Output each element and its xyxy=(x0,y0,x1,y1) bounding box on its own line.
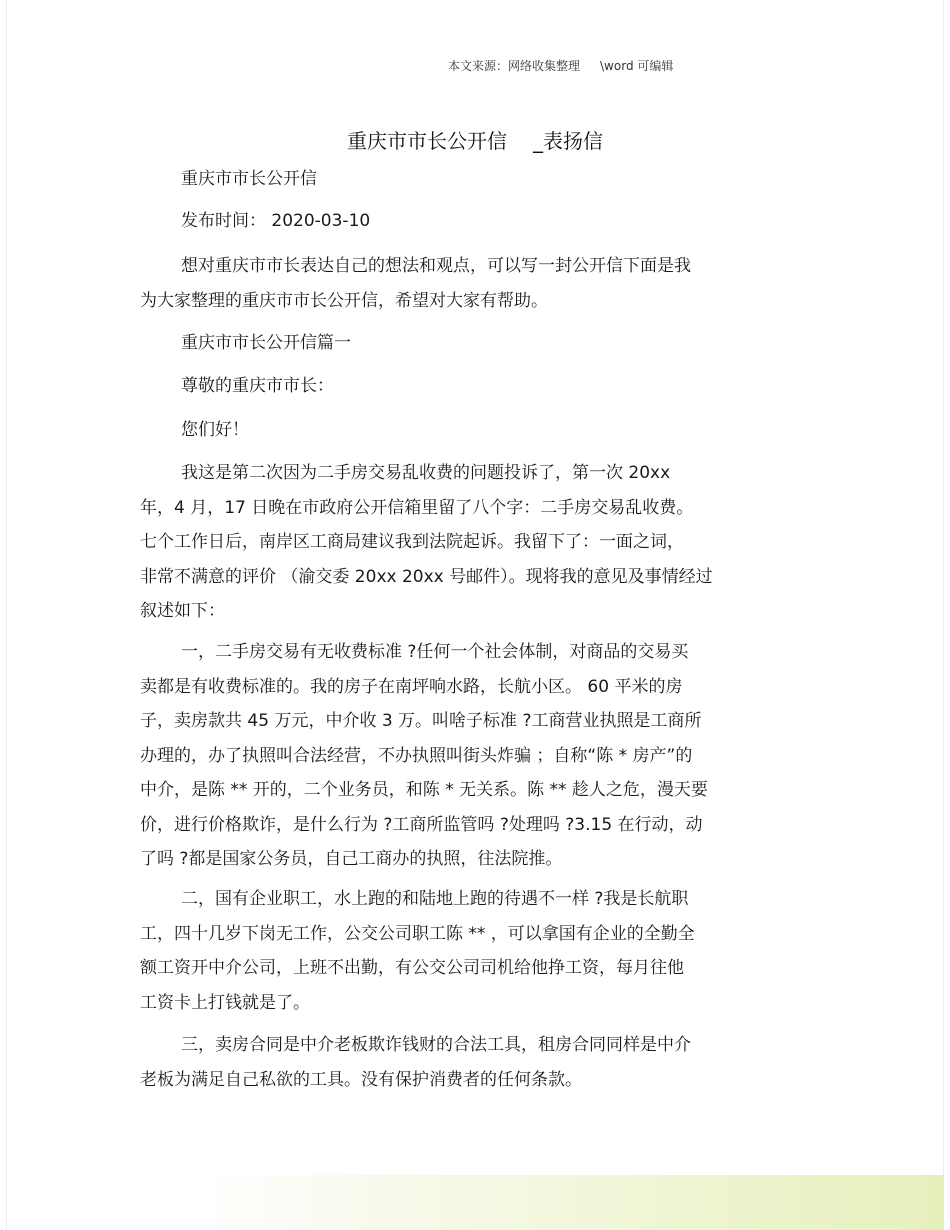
paragraph-date xyxy=(140,204,810,239)
header-note xyxy=(448,57,673,74)
paragraph-line: 三，卖房合同是中介老板欺诈钱财的合法工具，租房合同同样是中介 xyxy=(181,1035,691,1055)
paragraph-point-1 xyxy=(140,635,810,877)
paragraph-line: 二，国有企业职工，水上跑的和陆地上跑的待遇不一样 ?我是长航职 xyxy=(181,889,689,909)
paragraph-line: 一，二手房交易有无收费标准 ?任何一个社会体制，对商品的交易买 xyxy=(181,642,689,662)
paragraph-line: 老板为满足自己私欲的工具。没有保护消费者的任何条款。 xyxy=(140,1069,582,1090)
page-footer-band xyxy=(200,1175,944,1230)
paragraph-line: 了吗 ?都是国家公务员，自己工商办的执照，往法院推。 xyxy=(140,849,563,869)
header-source: 本文来源：网络收集整理 xyxy=(448,59,581,73)
paragraph-line: 重庆市市长公开信篇一 xyxy=(181,333,351,353)
paragraph-line: 非常不满意的评价 （渝交委 20xx 20xx 号邮件）。现将我的意见及事情经过 xyxy=(140,566,713,587)
paragraph-line: 年，4 月，17 日晚在市政府公开信箱里留了八个字：二手房交易乱收费。 xyxy=(140,497,694,518)
paragraph-line: 工，四十几岁下岗无工作，公交公司职工陈 ** ，可以拿国有企业的全勤全 xyxy=(140,923,695,944)
paragraph-line: 卖都是有收费标准的。我的房子在南坪响水路，长航小区。 60 平米的房 xyxy=(140,676,683,697)
paragraph-body-1 xyxy=(140,456,810,629)
paragraph-section-title xyxy=(140,326,810,361)
paragraph-greeting xyxy=(140,413,810,448)
paragraph-line: 尊敬的重庆市市长： xyxy=(181,376,334,396)
paragraph-point-2 xyxy=(140,882,810,1020)
paragraph-line: 为大家整理的重庆市市长公开信，希望对大家有帮助。 xyxy=(140,290,548,311)
title-main: 重庆市市长公开信 xyxy=(347,129,507,153)
paragraph-line: 七个工作日后，南岸区工商局建议我到法院起诉。我留下了：一面之词， xyxy=(140,532,684,552)
paragraph-line: 工资卡上打钱就是了。 xyxy=(140,992,310,1013)
paragraph-line: 发布时间： 2020-03-10 xyxy=(181,211,371,231)
header-editable: \word 可编辑 xyxy=(600,59,674,73)
paragraph-salutation xyxy=(140,369,810,404)
paragraph-intro xyxy=(140,249,810,318)
paragraph-line: 中介，是陈 ** 开的，二个业务员，和陈 * 无关系。陈 ** 趁人之危，漫天要 xyxy=(140,780,708,800)
paragraph-line: 子，卖房款共 45 万元，中介收 3 万。叫啥子标准 ?工商营业执照是工商所 xyxy=(140,711,702,731)
document-title xyxy=(0,125,950,154)
paragraph-line: 我这是第二次因为二手房交易乱收费的问题投诉了，第一次 20xx xyxy=(181,463,671,483)
paragraph-line: 重庆市市长公开信 xyxy=(181,169,317,189)
paragraph-point-3 xyxy=(140,1028,810,1097)
paragraph-heading xyxy=(140,162,810,197)
paragraph-line: 叙述如下： xyxy=(140,601,225,621)
paragraph-line: 想对重庆市市长表达自己的想法和观点，可以写一封公开信下面是我 xyxy=(181,256,691,276)
title-suffix: _表扬信 xyxy=(533,129,603,153)
paragraph-line: 额工资开中介公司，上班不出勤，有公交公司司机给他挣工资，每月往他 xyxy=(140,958,684,978)
paragraph-line: 办理的，办了执照叫合法经营，不办执照叫街头炸骗 ；自称“陈 * 房产”的 xyxy=(140,745,693,766)
paragraph-line: 价，进行价格欺诈，是什么行为 ?工商所监管吗 ?处理吗 ?3.15 在行动，动 xyxy=(140,814,703,835)
paragraph-line: 您们好！ xyxy=(181,420,249,440)
